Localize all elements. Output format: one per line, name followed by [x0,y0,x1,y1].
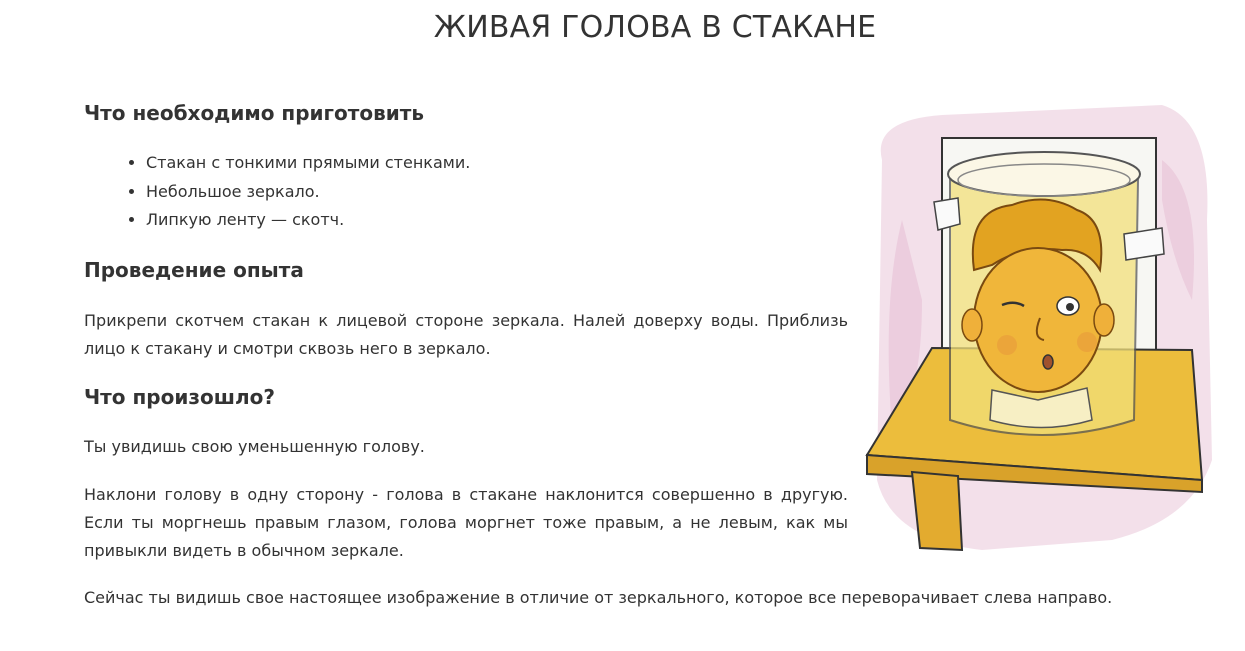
procedure-text: Прикрепи скотчем стакан к лицевой стороне зеркала. Налей доверху воды. Приблизь лицо к стакану и смотри сквозь него в зеркало. [84,311,848,358]
list-item: • Стакан с тонкими прямыми стенками. [146,149,470,178]
result-heading: Что произошло? [84,385,275,409]
result-paragraph: Ты увидишь свою уменьшенную голову. [84,437,425,456]
boy-face [974,248,1102,392]
page-title: ЖИВАЯ ГОЛОВА В СТАКАНЕ [433,10,877,45]
table-leg [912,472,962,550]
materials-heading: Что необходимо приготовить [84,101,424,125]
head-in-glass-illustration [862,100,1222,555]
tape-right [1124,228,1164,260]
procedure-heading: Проведение опыта [84,258,304,282]
list-item: • Небольшое зеркало. [146,178,470,207]
result-paragraph: Наклони голову в одну сторону - голова в стакане наклонится совершенно в другую. Если ты моргнешь правым глазом, голова моргнет тоже правым, а не левым, как мы привыкли видеть в обычном зеркале. [84,485,848,560]
tape-left [934,198,960,230]
result-paragraph: Сейчас ты видишь свое настоящее изображение в отличие от зеркального, которое все переворачивает слева направо. [84,588,1113,607]
materials-list [84,149,470,235]
list-item: • Липкую ленту — скотч. [146,206,470,235]
